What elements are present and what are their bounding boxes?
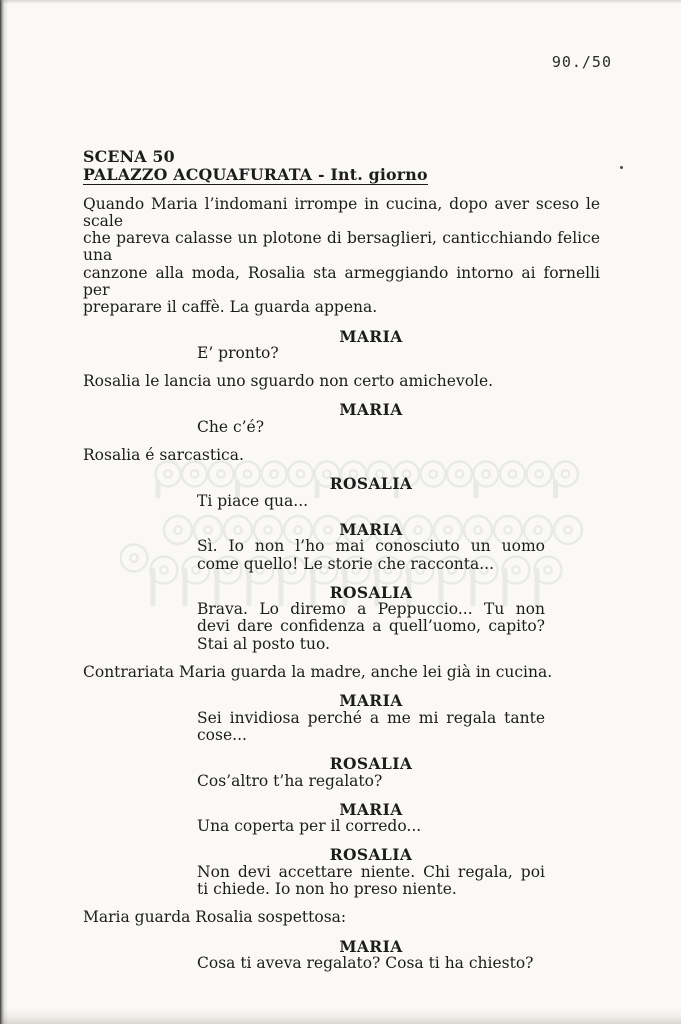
dialogue-line: Una coperta per il corredo... (197, 817, 422, 836)
dialogue-block (197, 584, 545, 653)
dialogue-block (197, 801, 545, 836)
character-name: ROSALIA (329, 845, 413, 865)
scan-edge-left (0, 0, 9, 1024)
action-line: Quando Maria l’indomani irrompe in cucina, dopo aver sceso le scale (83, 194, 600, 230)
scene-title (83, 166, 600, 185)
character-name: ROSALIA (329, 754, 413, 774)
dialogue-line: E’ pronto? (197, 343, 279, 362)
dialogue-block (197, 755, 545, 790)
character-name: MARIA (339, 400, 403, 420)
dialogue-block (197, 938, 545, 973)
dialogue-block (197, 846, 545, 898)
action-line: che pareva calasse un plotone di bersaglieri, canticchiando felice una (83, 229, 600, 265)
action-line: Rosalia le lancia uno sguardo non certo amichevole. (83, 372, 494, 391)
dialogue-line: Brava. Lo diremo a Peppuccio... Tu non (197, 600, 545, 619)
scan-edge-top (0, 0, 681, 4)
dialogue-block (197, 692, 545, 744)
scene-number: SCENA 50 (83, 147, 175, 166)
action-block (83, 196, 600, 317)
script-body (83, 196, 600, 973)
action-block (83, 909, 600, 926)
dialogue-line: Non devi accettare niente. Chi regala, poi (197, 862, 545, 881)
page-number: 90./50 (551, 53, 612, 71)
dialogue-line: come quello! Le storie che racconta... (197, 554, 495, 573)
action-block (83, 447, 600, 464)
dialogue-block (197, 521, 545, 573)
dialogue-block (197, 401, 545, 436)
character-name: MARIA (339, 691, 403, 711)
action-line: Rosalia é sarcastica. (83, 446, 244, 465)
scene-title-text: PALAZZO ACQUAFURATA - Int. giorno (83, 164, 428, 184)
character-name: MARIA (339, 936, 403, 956)
dialogue-line: ti chiede. Io non ho preso niente. (197, 880, 457, 898)
character-name: MARIA (339, 799, 403, 819)
scan-edge-bottom (0, 1008, 681, 1024)
dialogue-line: Sì. Io non l’ho mai conosciuto un uomo (197, 537, 545, 556)
action-line: Maria guarda Rosalia sospettosa: (83, 908, 347, 927)
dialogue-line: Cos’altro t’ha regalato? (197, 771, 383, 790)
scene-heading (83, 148, 600, 185)
character-name: ROSALIA (329, 582, 413, 602)
character-name: MARIA (339, 519, 403, 539)
dialogue-line: devi dare confidenza a quell’uomo, capito? (197, 617, 545, 636)
action-line: Contrariata Maria guarda la madre, anche lei già in cucina. (83, 663, 553, 682)
dialogue-line: Che c’é? (197, 417, 265, 436)
dialogue-line: Ti piace qua... (197, 491, 309, 510)
action-block (83, 664, 600, 681)
script-content (83, 148, 600, 972)
dialogue-block (197, 475, 545, 510)
action-line: canzone alla moda, Rosalia sta armeggiando intorno ai fornelli per (83, 263, 600, 299)
dialogue-block (197, 328, 545, 363)
dialogue-line: cose... (197, 725, 247, 744)
dialogue-line: Cosa ti aveva regalato? Cosa ti ha chiesto? (197, 953, 534, 972)
action-line: preparare il caffè. La guarda appena. (83, 298, 378, 317)
scan-artifact-dot (620, 166, 623, 169)
character-name: ROSALIA (329, 474, 413, 494)
action-block (83, 373, 600, 390)
dialogue-line: Stai al posto tuo. (197, 634, 330, 653)
character-name: MARIA (339, 326, 403, 346)
dialogue-line: Sei invidiosa perché a me mi regala tante (197, 708, 545, 727)
